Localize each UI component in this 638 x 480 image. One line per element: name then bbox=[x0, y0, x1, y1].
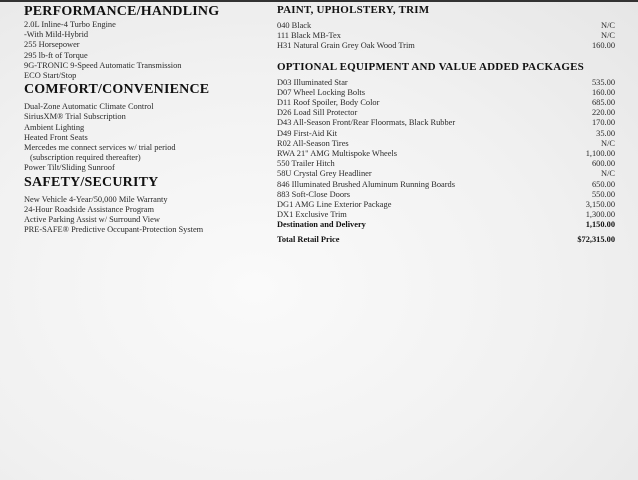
optional-item bbox=[277, 159, 615, 169]
item-label: 111 Black MB-Tex bbox=[277, 31, 341, 41]
optional-item bbox=[277, 169, 615, 179]
item-price: 685.00 bbox=[591, 98, 615, 108]
optional-item bbox=[277, 200, 615, 210]
item-label: R02 All-Season Tires bbox=[277, 138, 349, 148]
item-label: 58U Crystal Grey Headliner bbox=[277, 169, 372, 179]
optional-item bbox=[277, 139, 615, 149]
item-price: 170.00 bbox=[591, 118, 615, 128]
item-label: D07 Wheel Locking Bolts bbox=[277, 87, 366, 97]
item-price: N/C bbox=[601, 169, 615, 179]
performance-heading: PERFORMANCE/HANDLING bbox=[24, 4, 220, 19]
item-label: D43 All-Season Front/Rear Floormats, Black Rubber bbox=[277, 118, 456, 128]
comfort-item: Heated Front Seats bbox=[24, 132, 88, 142]
safety-list bbox=[24, 195, 264, 236]
item-label: H31 Natural Grain Grey Oak Wood Trim bbox=[277, 41, 415, 51]
item-price: 35.00 bbox=[596, 128, 615, 138]
item-label: D26 Load Sill Protector bbox=[277, 108, 358, 118]
optional-item bbox=[277, 78, 615, 88]
item-label: D49 First-Aid Kit bbox=[277, 128, 338, 138]
item-price: 535.00 bbox=[591, 77, 615, 87]
performance-list bbox=[24, 20, 264, 81]
item-label: DG1 AMG Line Exterior Package bbox=[277, 200, 392, 210]
total-label: Total Retail Price bbox=[277, 234, 340, 244]
item-price: 600.00 bbox=[591, 159, 615, 169]
item-label: RWA 21" AMG Multispoke Wheels bbox=[277, 149, 398, 159]
item-price: 550.00 bbox=[591, 189, 615, 199]
item-label: 883 Soft-Close Doors bbox=[277, 189, 351, 199]
item-price: 1,100.00 bbox=[585, 149, 615, 159]
safety-item: PRE-SAFE® Predictive Occupant-Protection System bbox=[24, 225, 204, 235]
destination-price: 1,150.00 bbox=[585, 220, 615, 230]
total-price: $72,315.00 bbox=[577, 234, 615, 244]
comfort-item: Ambient Lighting bbox=[24, 122, 85, 132]
item-price: 220.00 bbox=[591, 108, 615, 118]
performance-item: 295 lb-ft of Torque bbox=[24, 50, 88, 60]
item-label: D11 Roof Spoiler, Body Color bbox=[277, 98, 380, 108]
optional-list bbox=[277, 78, 615, 231]
item-price: 3,150.00 bbox=[585, 200, 615, 210]
item-label: 550 Trailer Hitch bbox=[277, 159, 335, 169]
optional-item bbox=[277, 108, 615, 118]
paint-item bbox=[277, 41, 615, 51]
comfort-item: SiriusXM® Trial Subscription bbox=[24, 112, 126, 122]
performance-item: 2.0L Inline-4 Turbo Engine bbox=[24, 20, 116, 29]
paint-item bbox=[277, 31, 615, 41]
safety-item: 24-Hour Roadside Assistance Program bbox=[24, 204, 155, 214]
optional-item bbox=[277, 118, 615, 128]
comfort-item: Mercedes me connect services w/ trial period bbox=[24, 143, 176, 153]
pricing-column bbox=[277, 3, 615, 245]
optional-heading: OPTIONAL EQUIPMENT AND VALUE ADDED PACKAGES bbox=[277, 60, 584, 73]
comfort-heading: COMFORT/CONVENIENCE bbox=[24, 82, 210, 98]
optional-item bbox=[277, 180, 615, 190]
destination-row bbox=[277, 220, 615, 230]
safety-item: Active Parking Assist w/ Surround View bbox=[24, 215, 160, 225]
optional-item bbox=[277, 129, 615, 139]
item-price: 160.00 bbox=[591, 87, 615, 97]
item-price: 650.00 bbox=[591, 179, 615, 189]
comfort-item: Power Tilt/Sliding Sunroof bbox=[24, 163, 115, 173]
item-price: N/C bbox=[601, 21, 615, 30]
safety-item: New Vehicle 4-Year/50,000 Mile Warranty bbox=[24, 194, 168, 204]
optional-item bbox=[277, 98, 615, 108]
item-label: 846 Illuminated Brushed Aluminum Running Boards bbox=[277, 179, 455, 189]
item-label: 040 Black bbox=[277, 21, 312, 30]
item-price: 1,300.00 bbox=[585, 210, 615, 220]
optional-item bbox=[277, 210, 615, 220]
item-label: DX1 Exclusive Trim bbox=[277, 210, 347, 220]
paint-list bbox=[277, 21, 615, 52]
optional-item bbox=[277, 190, 615, 200]
comfort-item: Dual-Zone Automatic Climate Control bbox=[24, 102, 154, 112]
item-label: D03 Illuminated Star bbox=[277, 77, 348, 87]
safety-heading: SAFETY/SECURITY bbox=[24, 174, 159, 190]
destination-label: Destination and Delivery bbox=[277, 220, 366, 230]
top-border bbox=[0, 0, 638, 2]
performance-item: 9G-TRONIC 9-Speed Automatic Transmission bbox=[24, 60, 182, 70]
comfort-list bbox=[24, 102, 264, 173]
paint-item bbox=[277, 21, 615, 31]
performance-item: 255 Horsepower bbox=[24, 40, 80, 50]
standard-features-column bbox=[24, 3, 264, 235]
optional-item bbox=[277, 88, 615, 98]
paint-heading: PAINT, UPHOLSTERY, TRIM bbox=[277, 4, 430, 16]
item-price: N/C bbox=[601, 138, 615, 148]
item-price: 160.00 bbox=[591, 41, 615, 51]
item-price: N/C bbox=[601, 31, 615, 41]
performance-item: ECO Start/Stop bbox=[24, 71, 77, 81]
optional-item bbox=[277, 149, 615, 159]
total-row bbox=[277, 235, 615, 245]
performance-item: -With Mild-Hybrid bbox=[24, 30, 89, 40]
comfort-item: (subscription required thereafter) bbox=[30, 153, 141, 163]
